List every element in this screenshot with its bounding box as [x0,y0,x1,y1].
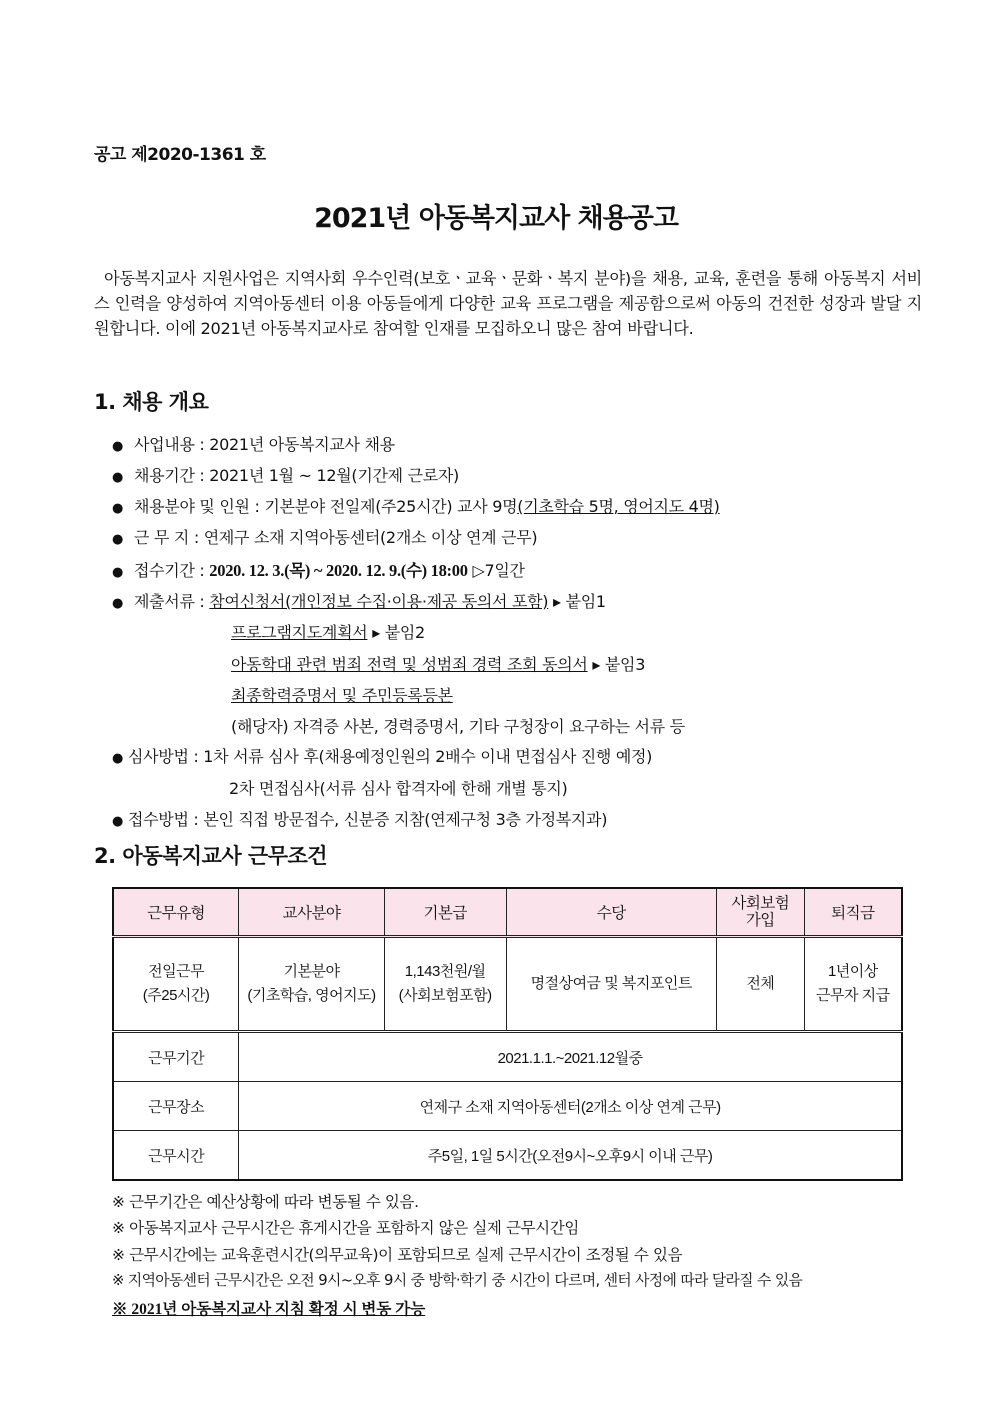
section-1-title: 1. 채용 개요 [94,390,209,414]
list-item-receipt [112,557,525,581]
doc-item: 참여신청서(개인정보 수집·이용·제공 동의서 포함) [209,592,549,611]
label: 접수방법 : [128,810,204,829]
header-cell: 사회보험 가입 [716,888,804,937]
row-label: 근무기간 [113,1032,239,1082]
list-item-field [112,494,720,517]
value: 2021년 1월 ~ 12월(기간제 근로자) [209,466,459,485]
label: 접수기간 : [134,561,210,580]
note: ※ 지역아동센터 근무시간은 오전 9시~오후 9시 중 방학·학기 중 시간이 다르며, 센터 사정에 따라 달라질 수 있음 [112,1272,803,1289]
table-row [113,937,902,1032]
cell-insurance: 전체 [716,937,804,1032]
list-item-location [112,525,537,548]
note: ※ 아동복지교사 근무시간은 휴게시간을 포함하지 않은 실제 근무시간임 [112,1219,579,1237]
cell-field [239,937,385,1032]
header-cell: 퇴직금 [804,888,902,937]
review-line-2 [229,776,567,799]
note: ※ 근무시간에는 교육훈련시간(의무교육)이 포함되므로 실제 근무시간이 조정될 수 있음 [112,1246,683,1264]
conditions-table [112,887,903,1181]
cell-allowance: 명절상여금 및 복지포인트 [506,937,716,1032]
list-item-docs [112,589,606,612]
cell-line: 1년이상 [827,963,878,980]
cell-line: (기초학습, 영어지도) [247,987,376,1004]
doc-item: 최종학력증명서 및 주민등록등본 [231,686,453,705]
bullet-icon: ● [112,470,124,485]
cell-line: 근무자 지급 [816,987,890,1004]
doc-attach: ▸ 붙임3 [587,655,646,674]
label: 채용기간 : [134,466,210,485]
table-row [113,1082,902,1131]
table-row [113,1032,902,1082]
row-value: 주5일, 1일 5시간(오전9시~오후9시 이내 근무) [239,1131,902,1181]
doc-line-5 [231,714,685,737]
value: 2차 면접심사(서류 심사 합격자에 한해 개별 통지) [229,779,568,798]
cell-pay [384,937,506,1032]
section-2-title: 2. 아동복지교사 근무조건 [94,844,328,868]
bullet-icon: ● [112,501,124,516]
row-value: 2021.1.1.~2021.12월중 [239,1032,902,1082]
label: 제출서류 : [134,592,210,611]
value: 2021년 아동복지교사 채용 [209,435,395,454]
table-row [113,1131,902,1181]
bullet-icon: ● [112,751,124,766]
header-cell: 교사분야 [239,888,385,937]
days: ▷7일간 [467,561,525,580]
doc-item: (해당자) 자격증 사본, 경력증명서, 기타 구청장이 요구하는 서류 등 [231,717,685,736]
field-detail: (기초학습 5명, 영어지도 4명) [517,497,720,516]
final-note: ※ 2021년 아동복지교사 지침 확정 시 변동 가능 [112,1301,426,1318]
doc-item: 프로그램지도계획서 [231,623,368,642]
value: 2020. 12. 3.(목) ~ 2020. 12. 9.(수) 18:00 [209,561,468,580]
cell-severance [804,937,902,1032]
label: 채용분야 및 인원 : [134,497,265,516]
doc-attach: ▸ 붙임1 [548,592,606,611]
doc-item: 아동학대 관련 범죄 전력 및 성범죄 경력 조회 동의서 [231,655,588,674]
header-cell: 기본급 [384,888,506,937]
cell-line: (주25시간) [142,987,210,1004]
page-title: 2021년 아동복지교사 채용공고 [314,203,678,234]
value: 본인 직접 방문접수, 신분증 지참(연제구청 3층 가정복지과) [203,810,608,829]
cell-line: 기본분야 [283,963,340,980]
label: 심사방법 : [128,747,204,766]
header-cell: 수당 [506,888,716,937]
list-item-review [112,744,652,767]
table-header-row [113,888,902,937]
value: 기본분야 전일제(주25시간) 교사 9명 [264,497,518,516]
row-label: 근무시간 [113,1131,239,1181]
doc-line-2 [231,620,425,643]
doc-line-3 [231,652,645,675]
bullet-icon: ● [112,439,124,454]
notice-number: 공고 제2020-1361 호 [94,145,266,165]
bullet-icon: ● [112,596,124,611]
list-item-business [112,432,395,455]
cell-line: (사회보험포함) [398,987,492,1004]
label: 사업내용 : [134,435,210,454]
label: 근 무 지 : [134,528,204,547]
bullet-icon: ● [112,532,124,547]
value: 1차 서류 심사 후(채용예정인원의 2배수 이내 면접심사 진행 예정) [203,747,653,766]
note: ※ 근무기간은 예산상황에 따라 변동될 수 있음. [112,1193,419,1211]
bullet-icon: ● [112,565,124,580]
value: 연제구 소재 지역아동센터(2개소 이상 연계 근무) [203,528,538,547]
list-item-apply [112,807,607,830]
cell-type [113,937,239,1032]
list-item-period [112,463,459,486]
doc-attach: ▸ 붙임2 [367,623,425,642]
intro-paragraph: 아동복지교사 지원사업은 지역사회 우수인력(보호ㆍ교육ㆍ문화ㆍ복지 분야)을 채용, 교육, 훈련을 통해 아동복지 서비스 인력을 양성하여 지역아동센터 이용 아동들에게 다양한 교육 프로그램을 제공함으로써 아동의 건전한 성장과 발달 지원합니다. 이에 2021년 아동복지교사로 참여할 인재를 모집하오니 많은 참여 바랍니다. [94,269,922,338]
doc-line-4 [231,683,453,706]
cell-line: 전일근무 [148,963,205,980]
cell-line: 1,143천원/월 [404,963,486,980]
header-cell: 근무유형 [113,888,239,937]
row-value: 연제구 소재 지역아동센터(2개소 이상 연계 근무) [239,1082,902,1131]
row-label: 근무장소 [113,1082,239,1131]
bullet-icon: ● [112,814,124,829]
